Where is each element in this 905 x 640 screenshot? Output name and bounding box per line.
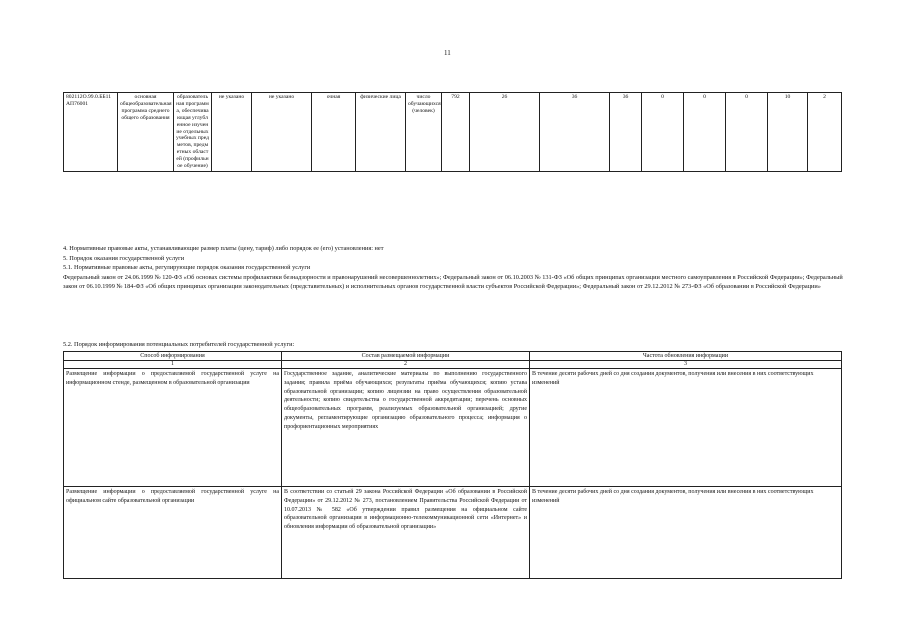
frequency-cell: В течение десяти рабочих дней со дня создания документов, получения или внесения в них соответствующих изменений bbox=[530, 369, 842, 487]
value-cell: 10 bbox=[768, 93, 808, 172]
column-header: Частота обновления информации bbox=[530, 352, 842, 361]
page-number: 11 bbox=[444, 49, 451, 57]
frequency-cell: В течение десяти рабочих дней со дня создания документов, получения или внесения в них соответствующих изменений bbox=[530, 487, 842, 579]
section-4: 4. Нормативные правовые акты, устанавливающие размер платы (цену, тариф) либо порядок ее (его) установления: нет bbox=[63, 245, 384, 252]
section-5-2: 5.2. Порядок информирования потенциальных потребителей государственной услуги: bbox=[63, 341, 295, 348]
indicator-cell: число обучающихся (человек) bbox=[406, 93, 442, 172]
value-cell: 36 bbox=[540, 93, 610, 172]
column-index: 2 bbox=[282, 361, 530, 369]
section-5-1: 5.1. Нормативные правовые акты, регулирующие порядок оказания государственной услуги bbox=[63, 264, 311, 271]
table-row bbox=[64, 487, 842, 579]
program-cell: основная общеобразовательная программа среднего общего образования bbox=[118, 93, 174, 172]
value-cell: 2 bbox=[808, 93, 842, 172]
category2-cell: не указано bbox=[252, 93, 312, 172]
value-cell: 0 bbox=[684, 93, 726, 172]
content-cell: В соответствии со статьей 29 закона Российской Федерации «Об образовании в Российской Федерации» от 29.12.2012 № 273, постановлением Правительства Российской Федерации от 10.07.2013 № 582 «Об утверждении правил размещения на официальном сайте образовательной организации в информационно-телекоммуникационной сети «Интернет» и обновления информации об образовательной организации» bbox=[282, 487, 530, 579]
consumers-cell: физические лица bbox=[356, 93, 406, 172]
value-cell: 26 bbox=[470, 93, 540, 172]
index-row bbox=[64, 361, 842, 369]
table-header-row bbox=[64, 352, 842, 361]
form-cell: очная bbox=[312, 93, 356, 172]
content-cell: Государственное задание, аналитические материалы по выполнению государственного задания; правила приёма обучающихся; результаты приёма обучающихся; копию устава образовательной организации; копию лицензии на право осуществления образовательной деятельности; копию свидетельства о государственной аккредитации; перечень основных общеобразовательных программ, реализуемых образовательной организацией; другие документы, регламентирующие организацию образовательного процесса; информация о профориентационных мероприятиях bbox=[282, 369, 530, 487]
program-type-cell: образовательная программа, обеспечивающая углубленное изучение отдельных учебных предметов, предметных областей (профильное обучение) bbox=[174, 93, 212, 172]
information-table bbox=[63, 351, 842, 579]
method-cell: Размещение информации о предоставляемой государственной услуге на информационном стенде, размещенном в образовательной организации bbox=[64, 369, 282, 487]
category-cell: не указано bbox=[212, 93, 252, 172]
method-cell: Размещение информации о предоставляемой государственной услуге на официальном сайте образовательной организации bbox=[64, 487, 282, 579]
table-row bbox=[64, 369, 842, 487]
section-5: 5. Порядок оказания государственной услуги bbox=[63, 254, 185, 262]
value-cell: 36 bbox=[610, 93, 642, 172]
section-5-1-text: Федеральный закон от 24.06.1999 № 120-ФЗ «Об основах системы профилактики безнадзорности и правонарушений несовершеннолетних»; Федеральный закон от 06.10.2003 № 131-ФЗ «Об общих принципах организации местного самоуправления в Российской Федерации»; Федеральный закон от 06.10.1999 № 184-ФЗ «Об общих принципах организации законодательных (представительных) и исполнительных органов государственной власти субъектов Российской Федерации»; Федеральный закон от 29.12.2012 № 273-ФЗ «Об образовании в Российской Федерации» bbox=[63, 273, 843, 290]
table-row bbox=[64, 93, 842, 172]
column-header: Состав размещаемой информации bbox=[282, 352, 530, 361]
value-cell: 0 bbox=[726, 93, 768, 172]
regulations-section bbox=[63, 244, 843, 292]
column-header: Способ информирования bbox=[64, 352, 282, 361]
registry-code-cell: 802112О.99.0.ББ11АП76001 bbox=[64, 93, 118, 172]
value-cell: 0 bbox=[642, 93, 684, 172]
indicators-table bbox=[63, 92, 842, 172]
column-index: 3 bbox=[530, 361, 842, 369]
column-index: 1 bbox=[64, 361, 282, 369]
okei-cell: 792 bbox=[442, 93, 470, 172]
